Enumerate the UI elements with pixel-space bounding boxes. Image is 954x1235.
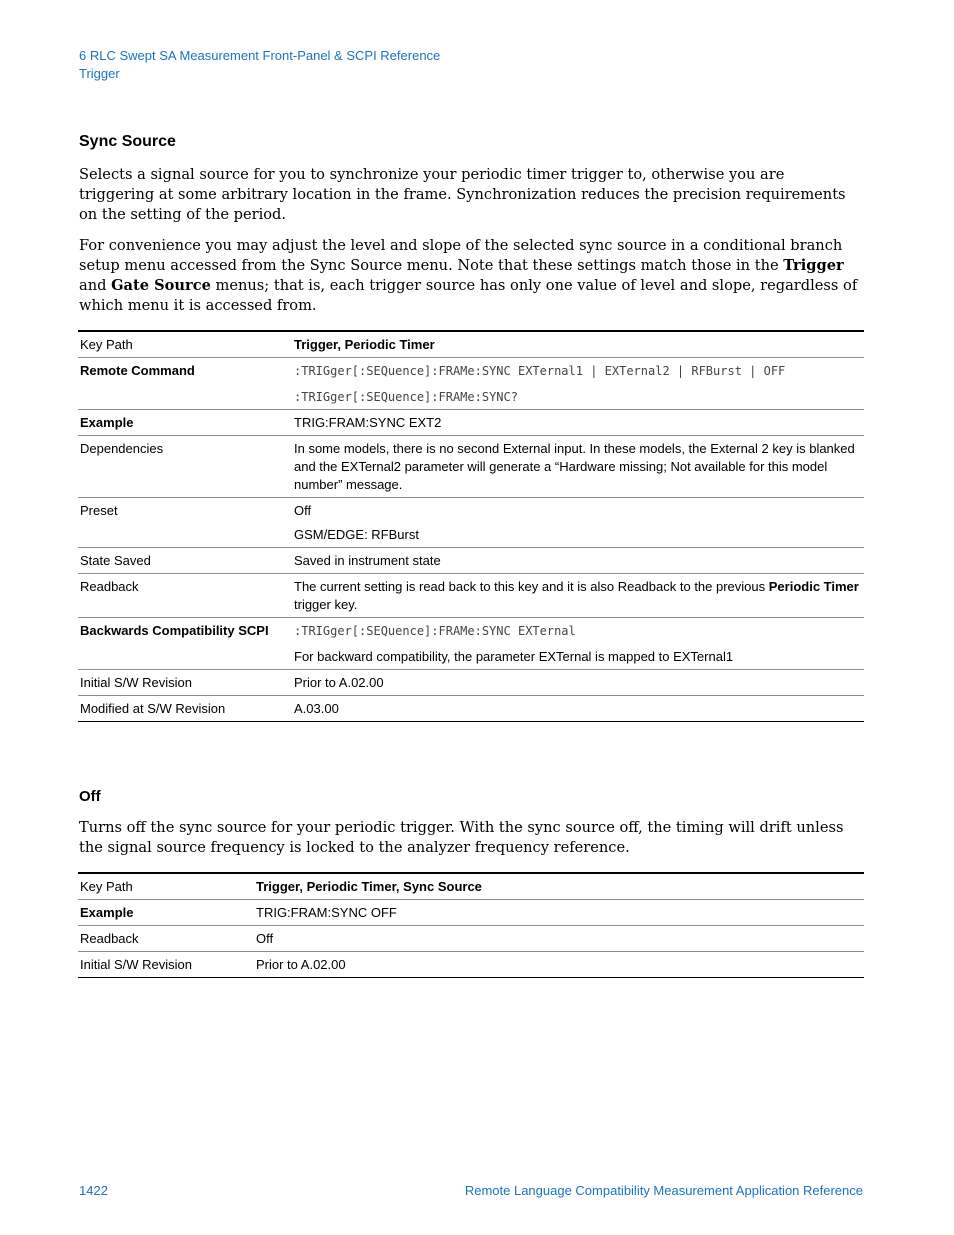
trigger-menu-ref: Trigger xyxy=(783,257,844,274)
dependencies-label: Dependencies xyxy=(78,436,290,498)
table-row xyxy=(78,952,864,978)
dependencies-value: In some models, there is no second External input. In these models, the External 2 key is blanked and the EXTernal2 parameter will generate a “Hardware missing; Not available for this model number” message. xyxy=(290,436,864,498)
backwards-compat-command: :TRIGger[:SEQuence]:FRAMe:SYNC EXTernal xyxy=(294,624,576,638)
preset-value: Off xyxy=(294,503,312,518)
off-table xyxy=(78,872,864,978)
initial-revision-value: Prior to A.02.00 xyxy=(252,952,864,978)
table-row xyxy=(78,436,864,498)
periodic-timer-ref: Periodic Timer xyxy=(768,579,859,594)
example-label: Example xyxy=(78,900,252,926)
preset-label: Preset xyxy=(78,498,290,548)
para2-text-and: and xyxy=(79,277,112,294)
table-row xyxy=(78,618,864,670)
gate-source-menu-ref: Gate Source xyxy=(111,277,211,294)
readback-label: Readback xyxy=(78,574,290,618)
initial-revision-label: Initial S/W Revision xyxy=(78,952,252,978)
state-saved-label: State Saved xyxy=(78,548,290,574)
modified-revision-value: A.03.00 xyxy=(290,696,864,722)
table-row xyxy=(78,873,864,900)
table-row xyxy=(78,410,864,436)
keypath-value: Trigger, Periodic Timer xyxy=(290,331,864,358)
example-label: Example xyxy=(78,410,290,436)
off-paragraph: Turns off the sync source for your periodic trigger. With the sync source off, the timing will drift unless the signal source frequency is locked to the analyzer frequency reference. xyxy=(79,819,844,856)
table-row xyxy=(78,548,864,574)
para2-text-b: menus; that is, each trigger source has only one value of level and slope, regardless of which menu it is accessed from. xyxy=(79,277,858,314)
example-value: TRIG:FRAM:SYNC OFF xyxy=(252,900,864,926)
backwards-compat-label: Backwards Compatibility SCPI xyxy=(78,618,290,670)
table-row xyxy=(78,331,864,358)
keypath-label: Key Path xyxy=(78,873,252,900)
chapter-header: 6 RLC Swept SA Measurement Front-Panel & SCPI Reference xyxy=(79,48,441,63)
table-row xyxy=(78,574,864,618)
section-header: Trigger xyxy=(79,66,120,81)
sync-source-paragraph-1: Selects a signal source for you to synchronize your periodic timer trigger to, otherwise you are triggering at some arbitrary location in the frame. Synchronization reduces the precision requirements on the setting of the period. xyxy=(79,166,846,223)
readback-value: Off xyxy=(252,926,864,952)
keypath-value: Trigger, Periodic Timer, Sync Source xyxy=(252,873,864,900)
sync-source-paragraph-2 xyxy=(79,236,864,316)
readback-value: The current setting is read back to this key and it is also Readback to the previous Periodic Timer trigger key. xyxy=(290,574,864,618)
modified-revision-label: Modified at S/W Revision xyxy=(78,696,290,722)
para2-text-a: For convenience you may adjust the level and slope of the selected sync source in a conditional branch setup menu accessed from the Sync Source menu. Note that these settings match those in the xyxy=(79,237,843,274)
table-row xyxy=(78,498,864,548)
table-row xyxy=(78,926,864,952)
table-row xyxy=(78,670,864,696)
readback-label: Readback xyxy=(78,926,252,952)
remote-command-query: :TRIGger[:SEQuence]:FRAMe:SYNC? xyxy=(294,390,518,404)
initial-revision-value: Prior to A.02.00 xyxy=(290,670,864,696)
doc-title: Remote Language Compatibility Measurement Application Reference xyxy=(464,1183,863,1198)
example-value: TRIG:FRAM:SYNC EXT2 xyxy=(290,410,864,436)
table-row xyxy=(78,358,864,410)
remote-command-label: Remote Command xyxy=(78,358,290,410)
table-row xyxy=(78,900,864,926)
sync-source-table xyxy=(78,330,864,722)
page-number: 1422 xyxy=(79,1183,108,1198)
backwards-compat-note: For backward compatibility, the parameter EXTernal is mapped to EXTernal1 xyxy=(294,649,734,664)
section-title-sync-source: Sync Source xyxy=(79,133,176,150)
preset-gsm-value: GSM/EDGE: RFBurst xyxy=(294,527,419,542)
state-saved-value: Saved in instrument state xyxy=(290,548,864,574)
table-row xyxy=(78,696,864,722)
remote-command-set: :TRIGger[:SEQuence]:FRAMe:SYNC EXTernal1 | EXTernal2 | RFBurst | OFF xyxy=(294,364,786,378)
keypath-label: Key Path xyxy=(78,331,290,358)
section-title-off: Off xyxy=(79,788,101,805)
initial-revision-label: Initial S/W Revision xyxy=(78,670,290,696)
